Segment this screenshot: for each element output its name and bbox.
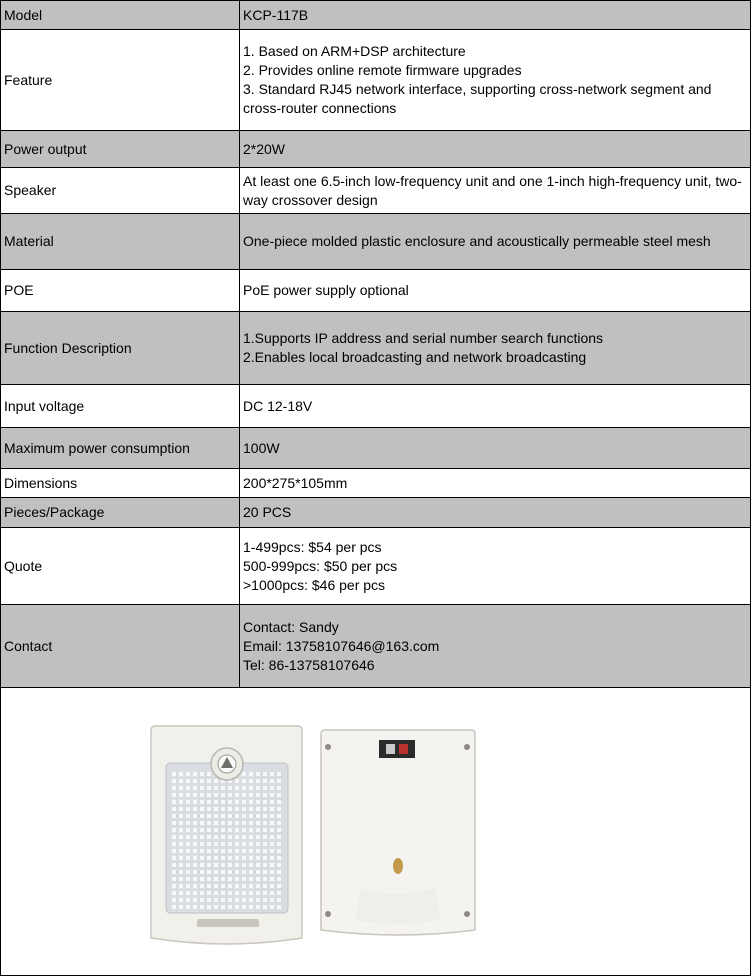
spec-value-line: DC 12-18V [243,397,313,414]
table-row [1,168,751,214]
spec-key: POE [1,270,240,312]
spec-value-line: 200*275*105mm [243,474,348,491]
table-row [1,605,751,688]
table-row [1,469,751,498]
table-row [1,385,751,428]
spec-key: Material [1,214,240,270]
spec-key: Function Description [1,312,240,385]
spec-key: Pieces/Package [1,498,240,528]
spec-key: Quote [1,528,240,605]
spec-value [240,605,751,688]
table-row [1,312,751,385]
product-photo-cell [0,688,751,976]
table-row [1,270,751,312]
spec-value-line: 2*20W [243,140,286,157]
spec-value [240,270,751,312]
spec-value-line: Email: 13758107646@163.com [243,637,440,654]
spec-value-line: 100W [243,439,280,456]
mount-screw-icon [393,858,403,874]
spec-value-line: 1.Supports IP address and serial number search functions [243,330,604,346]
spec-value [240,214,751,270]
spec-table-body [1,1,751,688]
spec-value [240,131,751,168]
speaker-back-image [321,730,475,935]
spec-key: Dimensions [1,469,240,498]
spec-value [240,528,751,605]
spec-value [240,469,751,498]
speaker-front-image [151,726,302,944]
spec-value-line: 2. Provides online remote firmware upgrades [243,62,522,78]
table-row [1,214,751,270]
spec-value-line: 1. Based on ARM+DSP architecture [243,43,466,59]
spec-value-line: At least one 6.5-inch low-frequency unit and one 1-inch high-frequency unit, two-way crossover design [243,172,742,208]
spec-value-line: >1000pcs: $46 per pcs [243,576,386,593]
spec-key: Feature [1,30,240,131]
spec-value [240,168,751,214]
spec-value-line: 2.Enables local broadcasting and network broadcasting [243,349,587,365]
spec-value-line: 500-999pcs: $50 per pcs [243,557,398,574]
spec-value [240,498,751,528]
spec-key: Input voltage [1,385,240,428]
table-row [1,428,751,469]
spec-value [240,428,751,469]
spec-value-line: Tel: 86-13758107646 [243,656,375,673]
table-row [1,498,751,528]
spec-value-line: 1-499pcs: $54 per pcs [243,538,382,555]
spec-key: Power output [1,131,240,168]
spec-value-line: KCP-117B [243,6,309,23]
table-row [1,30,751,131]
spec-key: Maximum power consumption [1,428,240,469]
table-row [1,131,751,168]
spec-value-line: One-piece molded plastic enclosure and acoustically permeable steel mesh [243,233,711,249]
table-row [1,1,751,30]
spec-value-line: Contact: Sandy [243,618,339,635]
spec-key: Contact [1,605,240,688]
spec-value [240,385,751,428]
spec-value [240,312,751,385]
spec-value-line: 3. Standard RJ45 network interface, supporting cross-network segment and cross-router connections [243,81,712,116]
spec-value-line: PoE power supply optional [243,282,409,298]
product-photos [1,688,750,976]
spec-value-line: 20 PCS [243,504,292,520]
spec-value [240,30,751,131]
spec-key: Model [1,1,240,30]
spec-key: Speaker [1,168,240,214]
spec-value [240,1,751,30]
table-row [1,528,751,605]
